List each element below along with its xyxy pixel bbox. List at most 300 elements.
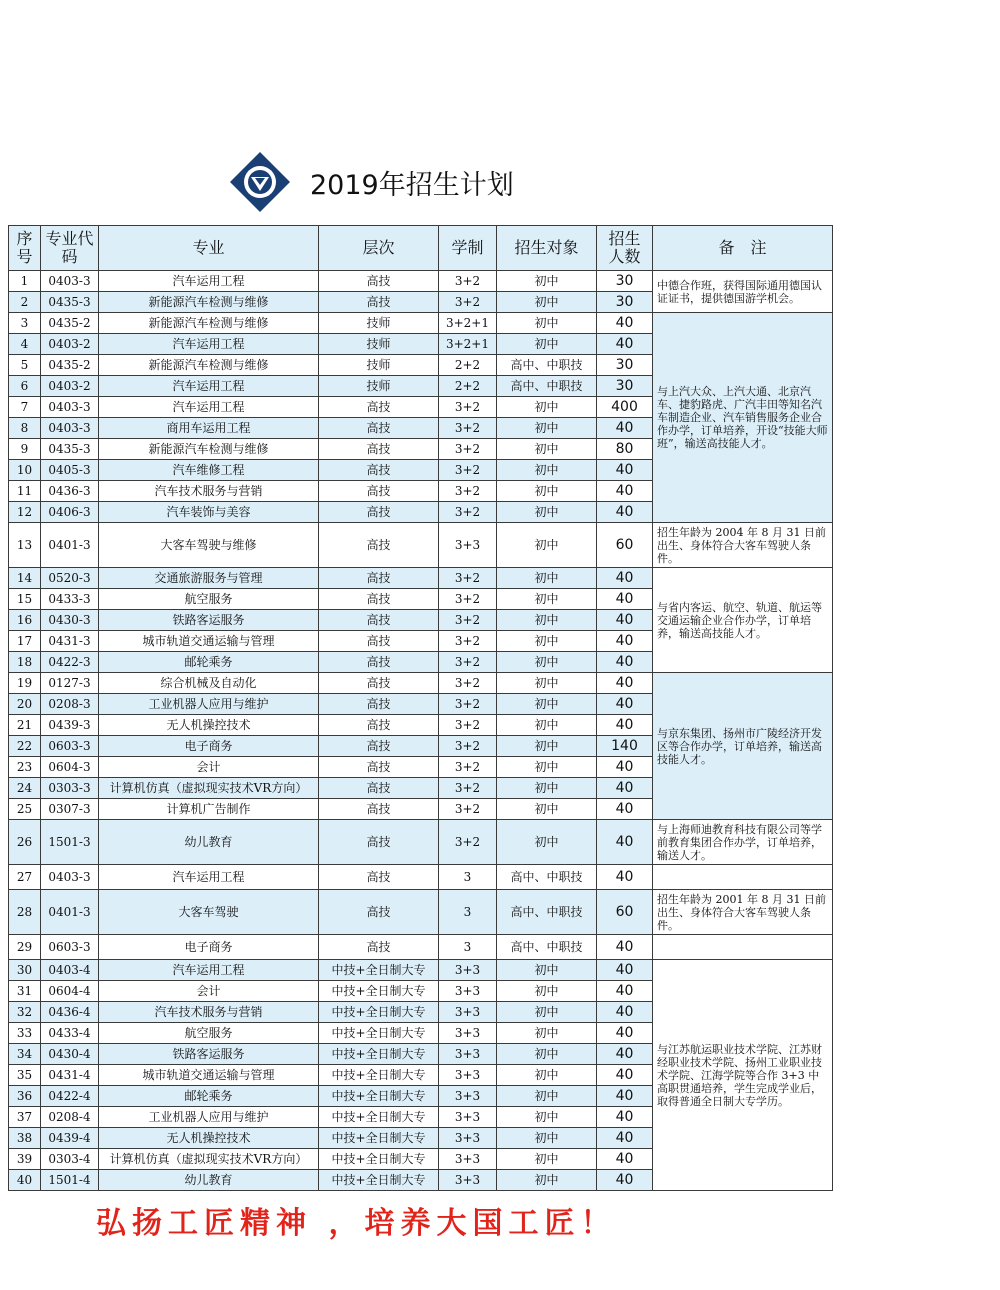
cell-note: 与江苏航运职业技术学院、江苏财经职业技术学院、扬州工业职业技术学院、江海学院等合作 3+3 中高职贯通培养，学生完成学业后，取得普通全日制大专学历。 bbox=[653, 960, 833, 1191]
cell-level: 高技 bbox=[319, 481, 439, 502]
cell-code: 0127-3 bbox=[41, 673, 99, 694]
cell-count: 40 bbox=[597, 1023, 653, 1044]
cell-system: 3+2 bbox=[439, 481, 497, 502]
cell-seq: 10 bbox=[9, 460, 41, 481]
cell-system: 3+2 bbox=[439, 736, 497, 757]
cell-major: 无人机操控技术 bbox=[99, 715, 319, 736]
table-row bbox=[9, 820, 833, 865]
cell-target: 高中、中职技 bbox=[497, 355, 597, 376]
cell-target: 初中 bbox=[497, 292, 597, 313]
diamond-v-logo-icon bbox=[228, 150, 292, 214]
cell-seq: 33 bbox=[9, 1023, 41, 1044]
cell-major: 大客车驾驶与维修 bbox=[99, 523, 319, 568]
cell-seq: 27 bbox=[9, 865, 41, 890]
cell-system: 3+3 bbox=[439, 1023, 497, 1044]
header-system: 学制 bbox=[439, 226, 497, 271]
cell-system: 3+2 bbox=[439, 715, 497, 736]
cell-code: 0603-3 bbox=[41, 935, 99, 960]
cell-code: 0435-2 bbox=[41, 355, 99, 376]
cell-level: 中技+全日制大专 bbox=[319, 981, 439, 1002]
cell-code: 0433-3 bbox=[41, 589, 99, 610]
cell-level: 高技 bbox=[319, 439, 439, 460]
cell-major: 计算机广告制作 bbox=[99, 799, 319, 820]
cell-code: 0604-4 bbox=[41, 981, 99, 1002]
cell-system: 3 bbox=[439, 890, 497, 935]
cell-note: 与上海师迪教育科技有限公司等学前教育集团合作办学，订单培养，输送人才。 bbox=[653, 820, 833, 865]
cell-count: 40 bbox=[597, 610, 653, 631]
cell-level: 高技 bbox=[319, 757, 439, 778]
cell-code: 0603-3 bbox=[41, 736, 99, 757]
table-row bbox=[9, 523, 833, 568]
cell-code: 0422-3 bbox=[41, 652, 99, 673]
cell-target: 初中 bbox=[497, 1149, 597, 1170]
cell-level: 高技 bbox=[319, 673, 439, 694]
cell-level: 技师 bbox=[319, 334, 439, 355]
cell-system: 3+2 bbox=[439, 652, 497, 673]
cell-count: 30 bbox=[597, 271, 653, 292]
cell-level: 高技 bbox=[319, 694, 439, 715]
cell-system: 3+2 bbox=[439, 292, 497, 313]
cell-target: 高中、中职技 bbox=[497, 935, 597, 960]
cell-code: 0403-3 bbox=[41, 865, 99, 890]
cell-level: 高技 bbox=[319, 418, 439, 439]
cell-code: 0406-3 bbox=[41, 502, 99, 523]
cell-major: 交通旅游服务与管理 bbox=[99, 568, 319, 589]
cell-note: 中德合作班，获得国际通用德国认证证书，提供德国游学机会。 bbox=[653, 271, 833, 313]
cell-system: 3+2 bbox=[439, 820, 497, 865]
cell-target: 初中 bbox=[497, 313, 597, 334]
cell-system: 3 bbox=[439, 865, 497, 890]
cell-code: 0431-4 bbox=[41, 1065, 99, 1086]
cell-system: 3+2 bbox=[439, 502, 497, 523]
cell-code: 0439-4 bbox=[41, 1128, 99, 1149]
cell-count: 40 bbox=[597, 652, 653, 673]
cell-note: 与京东集团、扬州市广陵经济开发区等合作办学，订单培养，输送高技能人才。 bbox=[653, 673, 833, 820]
cell-level: 高技 bbox=[319, 631, 439, 652]
page-title: 2019年招生计划 bbox=[310, 169, 514, 201]
cell-count: 140 bbox=[597, 736, 653, 757]
cell-major: 会计 bbox=[99, 981, 319, 1002]
cell-major: 会计 bbox=[99, 757, 319, 778]
cell-system: 3+2 bbox=[439, 589, 497, 610]
cell-target: 初中 bbox=[497, 523, 597, 568]
cell-seq: 38 bbox=[9, 1128, 41, 1149]
cell-seq: 7 bbox=[9, 397, 41, 418]
cell-seq: 13 bbox=[9, 523, 41, 568]
cell-count: 40 bbox=[597, 502, 653, 523]
cell-target: 初中 bbox=[497, 1044, 597, 1065]
cell-code: 1501-3 bbox=[41, 820, 99, 865]
cell-target: 初中 bbox=[497, 1170, 597, 1191]
cell-system: 3 bbox=[439, 935, 497, 960]
cell-target: 初中 bbox=[497, 271, 597, 292]
cell-major: 新能源汽车检测与维修 bbox=[99, 292, 319, 313]
cell-target: 初中 bbox=[497, 652, 597, 673]
cell-count: 30 bbox=[597, 376, 653, 397]
cell-major: 商用车运用工程 bbox=[99, 418, 319, 439]
cell-target: 初中 bbox=[497, 778, 597, 799]
cell-count: 40 bbox=[597, 1170, 653, 1191]
cell-level: 中技+全日制大专 bbox=[319, 1002, 439, 1023]
cell-system: 2+2 bbox=[439, 355, 497, 376]
cell-count: 40 bbox=[597, 694, 653, 715]
cell-seq: 20 bbox=[9, 694, 41, 715]
cell-major: 汽车运用工程 bbox=[99, 376, 319, 397]
cell-target: 初中 bbox=[497, 589, 597, 610]
cell-target: 初中 bbox=[497, 481, 597, 502]
cell-system: 3+2 bbox=[439, 271, 497, 292]
cell-seq: 5 bbox=[9, 355, 41, 376]
cell-seq: 31 bbox=[9, 981, 41, 1002]
cell-level: 高技 bbox=[319, 502, 439, 523]
cell-seq: 3 bbox=[9, 313, 41, 334]
cell-system: 3+3 bbox=[439, 523, 497, 568]
cell-target: 初中 bbox=[497, 757, 597, 778]
cell-major: 汽车运用工程 bbox=[99, 334, 319, 355]
cell-target: 初中 bbox=[497, 631, 597, 652]
header-major: 专业 bbox=[99, 226, 319, 271]
cell-target: 初中 bbox=[497, 460, 597, 481]
cell-seq: 26 bbox=[9, 820, 41, 865]
cell-code: 0436-4 bbox=[41, 1002, 99, 1023]
cell-system: 3+3 bbox=[439, 1002, 497, 1023]
cell-major: 工业机器人应用与维护 bbox=[99, 1107, 319, 1128]
cell-code: 0436-3 bbox=[41, 481, 99, 502]
cell-note: 与省内客运、航空、轨道、航运等交通运输企业合作办学，订单培养，输送高技能人才。 bbox=[653, 568, 833, 673]
cell-seq: 19 bbox=[9, 673, 41, 694]
cell-system: 3+2 bbox=[439, 610, 497, 631]
cell-code: 0439-3 bbox=[41, 715, 99, 736]
cell-level: 中技+全日制大专 bbox=[319, 1107, 439, 1128]
cell-code: 0433-4 bbox=[41, 1023, 99, 1044]
table-row bbox=[9, 313, 833, 334]
cell-code: 0403-3 bbox=[41, 397, 99, 418]
table-row bbox=[9, 935, 833, 960]
table-body bbox=[9, 271, 833, 1191]
cell-major: 计算机仿真（虚拟现实技术VR方向） bbox=[99, 1149, 319, 1170]
cell-major: 电子商务 bbox=[99, 935, 319, 960]
cell-count: 40 bbox=[597, 1086, 653, 1107]
cell-target: 初中 bbox=[497, 1086, 597, 1107]
cell-seq: 4 bbox=[9, 334, 41, 355]
cell-system: 3+2 bbox=[439, 673, 497, 694]
cell-code: 0403-2 bbox=[41, 334, 99, 355]
cell-level: 高技 bbox=[319, 736, 439, 757]
cell-system: 3+2+1 bbox=[439, 313, 497, 334]
cell-count: 30 bbox=[597, 355, 653, 376]
cell-system: 3+3 bbox=[439, 1107, 497, 1128]
cell-system: 2+2 bbox=[439, 376, 497, 397]
table-row bbox=[9, 890, 833, 935]
cell-level: 高技 bbox=[319, 292, 439, 313]
cell-code: 0435-3 bbox=[41, 292, 99, 313]
cell-level: 高技 bbox=[319, 820, 439, 865]
cell-major: 邮轮乘务 bbox=[99, 1086, 319, 1107]
cell-major: 航空服务 bbox=[99, 1023, 319, 1044]
cell-seq: 35 bbox=[9, 1065, 41, 1086]
page-header bbox=[228, 150, 514, 214]
cell-level: 高技 bbox=[319, 589, 439, 610]
cell-count: 40 bbox=[597, 1149, 653, 1170]
cell-major: 城市轨道交通运输与管理 bbox=[99, 1065, 319, 1086]
cell-code: 0208-3 bbox=[41, 694, 99, 715]
cell-note: 招生年龄为 2001 年 8 月 31 日前出生、身体符合大客车驾驶人条件。 bbox=[653, 890, 833, 935]
cell-count: 40 bbox=[597, 960, 653, 981]
cell-system: 3+2 bbox=[439, 568, 497, 589]
cell-count: 40 bbox=[597, 1002, 653, 1023]
cell-seq: 9 bbox=[9, 439, 41, 460]
cell-system: 3+3 bbox=[439, 1044, 497, 1065]
cell-seq: 32 bbox=[9, 1002, 41, 1023]
cell-seq: 8 bbox=[9, 418, 41, 439]
cell-level: 高技 bbox=[319, 523, 439, 568]
header-target: 招生对象 bbox=[497, 226, 597, 271]
cell-level: 中技+全日制大专 bbox=[319, 1086, 439, 1107]
cell-system: 3+3 bbox=[439, 960, 497, 981]
cell-major: 无人机操控技术 bbox=[99, 1128, 319, 1149]
cell-seq: 1 bbox=[9, 271, 41, 292]
cell-target: 高中、中职技 bbox=[497, 890, 597, 935]
cell-count: 40 bbox=[597, 1044, 653, 1065]
cell-code: 0430-3 bbox=[41, 610, 99, 631]
cell-code: 0403-2 bbox=[41, 376, 99, 397]
cell-level: 中技+全日制大专 bbox=[319, 960, 439, 981]
cell-seq: 39 bbox=[9, 1149, 41, 1170]
cell-system: 3+2 bbox=[439, 694, 497, 715]
cell-count: 400 bbox=[597, 397, 653, 418]
cell-level: 高技 bbox=[319, 652, 439, 673]
cell-seq: 30 bbox=[9, 960, 41, 981]
cell-seq: 2 bbox=[9, 292, 41, 313]
cell-major: 新能源汽车检测与维修 bbox=[99, 439, 319, 460]
cell-target: 初中 bbox=[497, 981, 597, 1002]
cell-note: 与上汽大众、上汽大通、北京汽车、捷豹路虎、广汽丰田等知名汽车制造企业、汽车销售服务企业合作办学，订单培养，开设“技能大师班”，输送高技能人才。 bbox=[653, 313, 833, 523]
cell-system: 3+3 bbox=[439, 981, 497, 1002]
table-row bbox=[9, 271, 833, 292]
cell-code: 0208-4 bbox=[41, 1107, 99, 1128]
cell-level: 高技 bbox=[319, 610, 439, 631]
cell-major: 铁路客运服务 bbox=[99, 1044, 319, 1065]
cell-count: 60 bbox=[597, 523, 653, 568]
cell-code: 0431-3 bbox=[41, 631, 99, 652]
cell-major: 汽车技术服务与营销 bbox=[99, 481, 319, 502]
cell-major: 电子商务 bbox=[99, 736, 319, 757]
cell-target: 初中 bbox=[497, 418, 597, 439]
cell-count: 40 bbox=[597, 1107, 653, 1128]
cell-code: 0401-3 bbox=[41, 890, 99, 935]
cell-system: 3+2 bbox=[439, 799, 497, 820]
cell-target: 初中 bbox=[497, 502, 597, 523]
cell-target: 高中、中职技 bbox=[497, 865, 597, 890]
header-count: 招生人数 bbox=[597, 226, 653, 271]
cell-count: 40 bbox=[597, 334, 653, 355]
cell-count: 40 bbox=[597, 1128, 653, 1149]
cell-level: 高技 bbox=[319, 460, 439, 481]
cell-code: 1501-4 bbox=[41, 1170, 99, 1191]
cell-level: 中技+全日制大专 bbox=[319, 1044, 439, 1065]
cell-target: 初中 bbox=[497, 1065, 597, 1086]
enrollment-plan-table bbox=[8, 225, 833, 1191]
cell-major: 工业机器人应用与维护 bbox=[99, 694, 319, 715]
cell-system: 3+2 bbox=[439, 757, 497, 778]
cell-level: 高技 bbox=[319, 799, 439, 820]
cell-level: 技师 bbox=[319, 355, 439, 376]
cell-system: 3+2+1 bbox=[439, 334, 497, 355]
table-row bbox=[9, 960, 833, 981]
cell-system: 3+3 bbox=[439, 1170, 497, 1191]
cell-level: 高技 bbox=[319, 715, 439, 736]
cell-system: 3+2 bbox=[439, 418, 497, 439]
cell-count: 40 bbox=[597, 481, 653, 502]
cell-seq: 29 bbox=[9, 935, 41, 960]
slogan: 弘扬工匠精神 ，培养大国工匠！ bbox=[96, 1206, 617, 1241]
cell-count: 40 bbox=[597, 715, 653, 736]
cell-major: 大客车驾驶 bbox=[99, 890, 319, 935]
table-header-row bbox=[9, 226, 833, 271]
header-seq: 序号 bbox=[9, 226, 41, 271]
cell-count: 30 bbox=[597, 292, 653, 313]
cell-count: 60 bbox=[597, 890, 653, 935]
cell-code: 0520-3 bbox=[41, 568, 99, 589]
cell-level: 中技+全日制大专 bbox=[319, 1128, 439, 1149]
cell-code: 0435-3 bbox=[41, 439, 99, 460]
cell-count: 40 bbox=[597, 631, 653, 652]
cell-count: 40 bbox=[597, 673, 653, 694]
cell-target: 初中 bbox=[497, 1107, 597, 1128]
cell-target: 初中 bbox=[497, 1023, 597, 1044]
cell-level: 高技 bbox=[319, 397, 439, 418]
cell-system: 3+2 bbox=[439, 631, 497, 652]
cell-count: 40 bbox=[597, 757, 653, 778]
cell-system: 3+3 bbox=[439, 1065, 497, 1086]
cell-major: 幼儿教育 bbox=[99, 820, 319, 865]
cell-major: 汽车运用工程 bbox=[99, 960, 319, 981]
cell-target: 初中 bbox=[497, 799, 597, 820]
cell-code: 0403-3 bbox=[41, 418, 99, 439]
cell-seq: 11 bbox=[9, 481, 41, 502]
cell-code: 0405-3 bbox=[41, 460, 99, 481]
cell-count: 40 bbox=[597, 820, 653, 865]
cell-major: 幼儿教育 bbox=[99, 1170, 319, 1191]
cell-major: 计算机仿真（虚拟现实技术VR方向） bbox=[99, 778, 319, 799]
cell-major: 邮轮乘务 bbox=[99, 652, 319, 673]
cell-seq: 22 bbox=[9, 736, 41, 757]
cell-system: 3+3 bbox=[439, 1086, 497, 1107]
cell-level: 高技 bbox=[319, 890, 439, 935]
header-note: 备 注 bbox=[653, 226, 833, 271]
cell-count: 40 bbox=[597, 799, 653, 820]
cell-seq: 16 bbox=[9, 610, 41, 631]
table-row bbox=[9, 865, 833, 890]
cell-seq: 24 bbox=[9, 778, 41, 799]
cell-seq: 21 bbox=[9, 715, 41, 736]
cell-count: 80 bbox=[597, 439, 653, 460]
cell-note bbox=[653, 935, 833, 960]
cell-target: 初中 bbox=[497, 820, 597, 865]
cell-system: 3+2 bbox=[439, 460, 497, 481]
cell-seq: 15 bbox=[9, 589, 41, 610]
cell-seq: 40 bbox=[9, 1170, 41, 1191]
cell-note bbox=[653, 865, 833, 890]
cell-seq: 23 bbox=[9, 757, 41, 778]
cell-code: 0604-3 bbox=[41, 757, 99, 778]
cell-target: 初中 bbox=[497, 960, 597, 981]
cell-major: 汽车技术服务与营销 bbox=[99, 1002, 319, 1023]
cell-level: 高技 bbox=[319, 935, 439, 960]
cell-system: 3+2 bbox=[439, 439, 497, 460]
cell-level: 高技 bbox=[319, 568, 439, 589]
cell-system: 3+3 bbox=[439, 1128, 497, 1149]
cell-count: 40 bbox=[597, 981, 653, 1002]
cell-target: 初中 bbox=[497, 673, 597, 694]
cell-level: 中技+全日制大专 bbox=[319, 1149, 439, 1170]
cell-seq: 34 bbox=[9, 1044, 41, 1065]
cell-target: 初中 bbox=[497, 736, 597, 757]
cell-count: 40 bbox=[597, 865, 653, 890]
cell-code: 0430-4 bbox=[41, 1044, 99, 1065]
cell-seq: 14 bbox=[9, 568, 41, 589]
cell-seq: 12 bbox=[9, 502, 41, 523]
cell-target: 初中 bbox=[497, 568, 597, 589]
cell-seq: 37 bbox=[9, 1107, 41, 1128]
cell-level: 技师 bbox=[319, 313, 439, 334]
cell-level: 高技 bbox=[319, 865, 439, 890]
cell-major: 航空服务 bbox=[99, 589, 319, 610]
cell-count: 40 bbox=[597, 1065, 653, 1086]
cell-system: 3+2 bbox=[439, 397, 497, 418]
cell-level: 中技+全日制大专 bbox=[319, 1170, 439, 1191]
cell-count: 40 bbox=[597, 460, 653, 481]
cell-seq: 28 bbox=[9, 890, 41, 935]
cell-code: 0422-4 bbox=[41, 1086, 99, 1107]
cell-target: 初中 bbox=[497, 1128, 597, 1149]
cell-count: 40 bbox=[597, 418, 653, 439]
cell-target: 初中 bbox=[497, 715, 597, 736]
cell-level: 高技 bbox=[319, 271, 439, 292]
cell-major: 铁路客运服务 bbox=[99, 610, 319, 631]
cell-seq: 6 bbox=[9, 376, 41, 397]
cell-major: 汽车运用工程 bbox=[99, 271, 319, 292]
cell-level: 高技 bbox=[319, 778, 439, 799]
cell-code: 0303-3 bbox=[41, 778, 99, 799]
cell-count: 40 bbox=[597, 568, 653, 589]
cell-major: 汽车维修工程 bbox=[99, 460, 319, 481]
cell-major: 汽车运用工程 bbox=[99, 865, 319, 890]
cell-seq: 25 bbox=[9, 799, 41, 820]
cell-code: 0401-3 bbox=[41, 523, 99, 568]
table-row bbox=[9, 568, 833, 589]
cell-count: 40 bbox=[597, 778, 653, 799]
cell-major: 汽车运用工程 bbox=[99, 397, 319, 418]
cell-target: 初中 bbox=[497, 439, 597, 460]
cell-note: 招生年龄为 2004 年 8 月 31 日前出生、身体符合大客车驾驶人条件。 bbox=[653, 523, 833, 568]
cell-target: 初中 bbox=[497, 397, 597, 418]
cell-target: 初中 bbox=[497, 610, 597, 631]
cell-count: 40 bbox=[597, 935, 653, 960]
cell-system: 3+2 bbox=[439, 778, 497, 799]
cell-count: 40 bbox=[597, 589, 653, 610]
cell-code: 0403-3 bbox=[41, 271, 99, 292]
cell-seq: 17 bbox=[9, 631, 41, 652]
cell-target: 初中 bbox=[497, 694, 597, 715]
cell-major: 汽车装饰与美容 bbox=[99, 502, 319, 523]
cell-target: 初中 bbox=[497, 334, 597, 355]
header-level: 层次 bbox=[319, 226, 439, 271]
table-row bbox=[9, 673, 833, 694]
cell-major: 新能源汽车检测与维修 bbox=[99, 355, 319, 376]
cell-count: 40 bbox=[597, 313, 653, 334]
cell-code: 0403-4 bbox=[41, 960, 99, 981]
